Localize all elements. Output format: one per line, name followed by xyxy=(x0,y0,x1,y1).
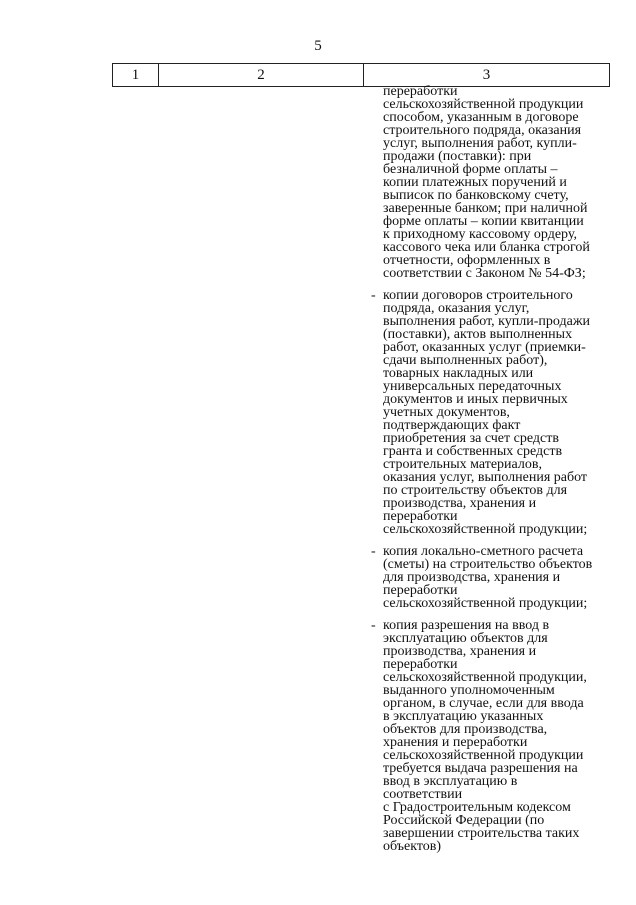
list-dash: - xyxy=(371,618,376,633)
requirements-table xyxy=(112,63,610,853)
list-item-text: копии договоров строительного подряда, оказания услуг, выполнения работ, купли-продажи (поставки), актов выполненных работ, оказанных услуг (приемки- сдачи выполненных работ), товарных накладных или универсальных передаточных документов и иных первичных учетных документов, подтверждающих факт приобретения за счет средств гранта и собственных средств строительных материалов, оказания услуг, выполнения работ по строительству объектов для производства, хранения и переработки сельскохозяйственной продукции; xyxy=(383,288,590,537)
column-header-1: 1 xyxy=(112,64,158,86)
column-header-2: 2 xyxy=(158,64,363,86)
table-body-row xyxy=(112,84,610,854)
list-item-text: копия разрешения на ввод в эксплуатацию объектов для производства, хранения и переработки сельскохозяйственной продукции, выданного уполномоченным органом, в случае, если для ввода в эксплуатацию указанных объектов для производства, хранения и переработки сельскохозяйственной продукции требуется выдача разрешения на ввод в эксплуатацию в соответствии с Градостроительным кодексом Российской Федерации (по завершении строительства таких объектов) xyxy=(383,618,587,854)
list-item-text: копия локально-сметного расчета (сметы) на строительство объектов для производства, хранения и переработки сельскохозяйственной продукции; xyxy=(383,544,593,611)
list-dash: - xyxy=(371,288,376,303)
list-dash: - xyxy=(371,544,376,559)
continued-paragraph: переработки сельскохозяйственной продукции способом, указанным в договоре строительного подряда, оказания услуг, выполнения работ, купли- продажи (поставки): при безналичной форме оплаты – копии платежных поручений и выписок по банковскому счету, заверенные банком; при наличной форме оплаты – копии квитанции к приходному кассовому ордеру, кассового чека или бланка строгой отчетности, оформленных в соответствии с Законом № 54-ФЗ; xyxy=(383,84,590,281)
list-item xyxy=(371,545,608,610)
table-header-row xyxy=(112,63,610,87)
column-3-cell xyxy=(363,84,610,854)
page-number: 5 xyxy=(314,38,322,54)
column-header-3: 3 xyxy=(363,64,610,86)
list-item xyxy=(371,619,608,853)
list-item xyxy=(371,289,608,536)
